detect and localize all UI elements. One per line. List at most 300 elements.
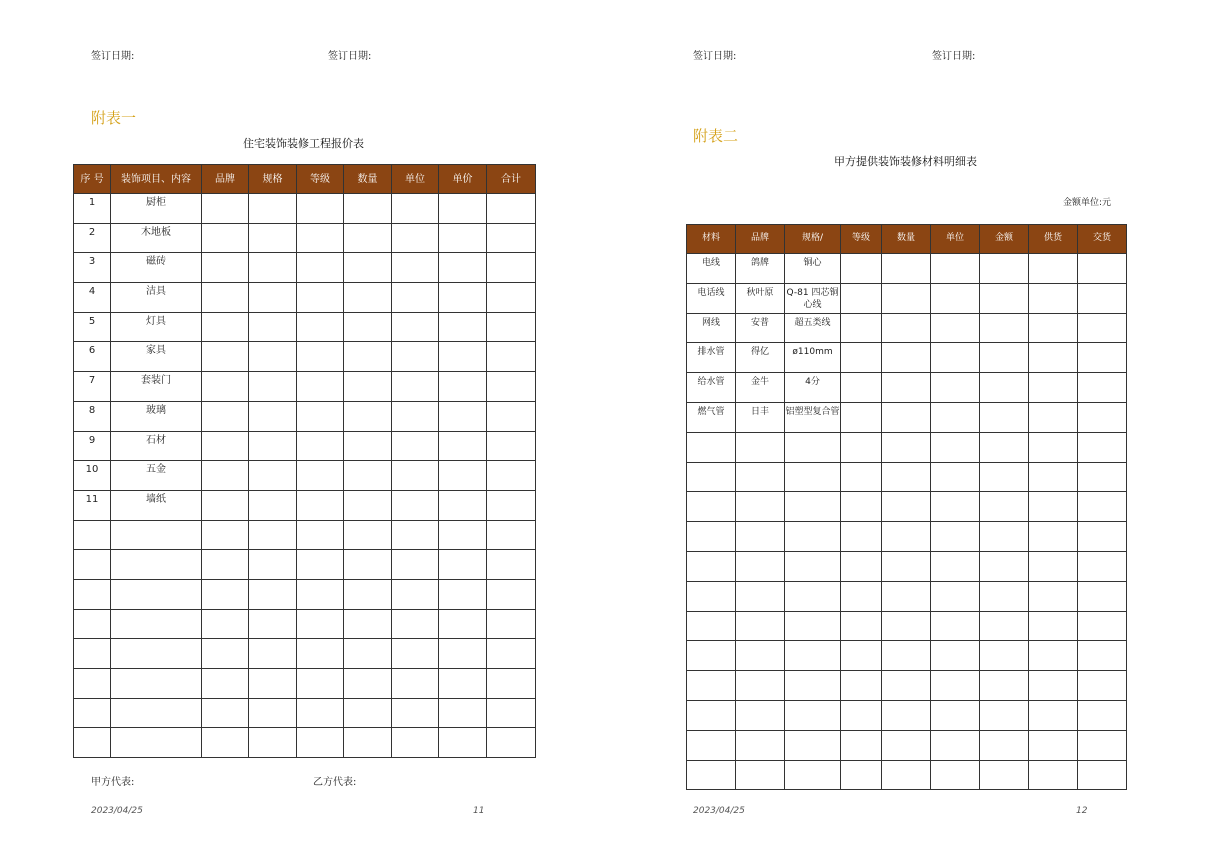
table-row — [687, 700, 1127, 730]
table-cell — [297, 194, 344, 224]
table-cell — [392, 461, 439, 491]
table-cell — [1029, 373, 1078, 403]
party-a-representative-label: 甲方代表: — [91, 777, 135, 788]
table-cell — [841, 760, 882, 790]
table-cell — [841, 671, 882, 701]
table-cell: 灯具 — [111, 312, 202, 342]
table-cell — [202, 550, 249, 580]
table-cell — [344, 698, 392, 728]
table-cell — [202, 728, 249, 758]
table-cell: 4分 — [785, 373, 841, 403]
table-cell — [249, 194, 297, 224]
table-cell — [980, 611, 1029, 641]
table-cell — [1078, 671, 1127, 701]
table-cell — [392, 342, 439, 372]
table-cell — [202, 431, 249, 461]
table-cell — [344, 728, 392, 758]
table-cell — [1029, 462, 1078, 492]
table-cell — [882, 492, 931, 522]
table-cell: Q-81 四芯铜心线 — [785, 283, 841, 313]
table-cell: 安普 — [736, 313, 785, 343]
table-cell — [841, 700, 882, 730]
table-cell — [736, 700, 785, 730]
table-cell — [249, 312, 297, 342]
table-cell — [487, 490, 536, 520]
table-cell — [344, 223, 392, 253]
table-cell — [202, 520, 249, 550]
table-cell — [249, 223, 297, 253]
table-cell — [392, 550, 439, 580]
table-title: 甲方提供装饰装修材料明细表 — [834, 155, 977, 168]
table-cell — [736, 462, 785, 492]
table-row — [687, 283, 1127, 313]
table-cell — [439, 639, 487, 669]
table-row — [74, 253, 536, 283]
table-cell — [439, 579, 487, 609]
table-cell: 9 — [74, 431, 111, 461]
table-cell — [439, 431, 487, 461]
table-cell — [249, 520, 297, 550]
table-cell: 金牛 — [736, 373, 785, 403]
table-cell — [785, 730, 841, 760]
table-cell — [439, 609, 487, 639]
table-cell — [249, 698, 297, 728]
table-cell — [487, 223, 536, 253]
table-cell — [785, 432, 841, 462]
table-cell — [392, 283, 439, 313]
table-cell — [297, 490, 344, 520]
table-cell — [980, 730, 1029, 760]
table-cell — [882, 641, 931, 671]
table-cell — [392, 372, 439, 402]
table-cell — [249, 669, 297, 699]
table-cell — [249, 372, 297, 402]
table-cell: 2 — [74, 223, 111, 253]
table-cell — [74, 669, 111, 699]
table-cell — [249, 283, 297, 313]
table-cell — [980, 462, 1029, 492]
table-cell — [980, 700, 1029, 730]
table-cell — [392, 490, 439, 520]
table-cell — [736, 432, 785, 462]
table-cell — [687, 522, 736, 552]
table-cell — [392, 253, 439, 283]
table-cell: 10 — [74, 461, 111, 491]
table-cell — [841, 343, 882, 373]
table-row — [74, 698, 536, 728]
table-cell — [980, 581, 1029, 611]
table-cell — [249, 401, 297, 431]
table-cell — [1029, 581, 1078, 611]
table-cell — [111, 639, 202, 669]
table-cell — [785, 700, 841, 730]
table-cell — [74, 698, 111, 728]
table-cell — [439, 223, 487, 253]
table-row — [687, 551, 1127, 581]
table-cell — [297, 728, 344, 758]
table-cell: 五金 — [111, 461, 202, 491]
column-header: 规格 — [249, 165, 297, 194]
table-cell — [1078, 373, 1127, 403]
page-number: 12 — [1076, 806, 1088, 816]
table-cell — [392, 639, 439, 669]
column-header: 等级 — [841, 225, 882, 254]
table-cell — [931, 254, 980, 284]
table-cell — [1029, 641, 1078, 671]
table-cell — [297, 283, 344, 313]
table-row — [687, 313, 1127, 343]
table-cell — [785, 492, 841, 522]
table-cell — [297, 609, 344, 639]
table-cell — [202, 669, 249, 699]
table-row — [74, 223, 536, 253]
table-row — [687, 343, 1127, 373]
table-cell — [392, 431, 439, 461]
table-cell — [439, 520, 487, 550]
table-cell: 厨柜 — [111, 194, 202, 224]
table-cell — [487, 520, 536, 550]
table-cell — [1078, 581, 1127, 611]
table-cell — [392, 223, 439, 253]
sign-date-label: 签订日期: — [328, 51, 372, 62]
table-cell — [344, 490, 392, 520]
table-cell — [344, 550, 392, 580]
table-cell — [785, 760, 841, 790]
page-number: 11 — [473, 806, 485, 816]
table-cell — [980, 492, 1029, 522]
table-cell: 玻璃 — [111, 401, 202, 431]
table-cell — [487, 609, 536, 639]
table-cell — [736, 581, 785, 611]
table-cell — [297, 342, 344, 372]
table-cell — [882, 760, 931, 790]
table-cell — [931, 432, 980, 462]
table-cell — [487, 639, 536, 669]
page-12 — [603, 0, 1205, 852]
table-cell: 5 — [74, 312, 111, 342]
table-cell: 日丰 — [736, 402, 785, 432]
table-cell — [249, 490, 297, 520]
table-cell — [1078, 313, 1127, 343]
table-cell — [931, 522, 980, 552]
table-cell — [202, 639, 249, 669]
column-header: 单位 — [392, 165, 439, 194]
table-cell — [297, 550, 344, 580]
table-cell — [344, 461, 392, 491]
table-header-row — [687, 225, 1127, 254]
table-cell — [841, 641, 882, 671]
table-cell — [297, 253, 344, 283]
table-cell — [1029, 611, 1078, 641]
table-cell — [439, 461, 487, 491]
table-cell — [931, 343, 980, 373]
table-cell — [487, 550, 536, 580]
table-cell — [439, 698, 487, 728]
table-cell: 网线 — [687, 313, 736, 343]
table-cell: 燃气管 — [687, 402, 736, 432]
column-header: 规格/ — [785, 225, 841, 254]
table-cell — [1029, 522, 1078, 552]
table-cell — [297, 372, 344, 402]
table-cell — [487, 372, 536, 402]
sign-date-label: 签订日期: — [91, 51, 135, 62]
table-cell — [687, 671, 736, 701]
table-cell — [882, 551, 931, 581]
table-cell — [344, 312, 392, 342]
appendix-title: 附表一 — [91, 109, 137, 127]
table-cell — [487, 728, 536, 758]
table-cell — [439, 401, 487, 431]
table-cell — [980, 551, 1029, 581]
table-cell — [841, 730, 882, 760]
table-cell — [439, 283, 487, 313]
table-cell: 电话线 — [687, 283, 736, 313]
table-cell: 铜心 — [785, 254, 841, 284]
table-cell — [439, 372, 487, 402]
table-cell — [687, 611, 736, 641]
table-cell: 3 — [74, 253, 111, 283]
column-header: 金额 — [980, 225, 1029, 254]
table-cell — [344, 401, 392, 431]
table-cell: 4 — [74, 283, 111, 313]
table-cell — [1078, 432, 1127, 462]
table-row — [74, 401, 536, 431]
table-cell — [1078, 700, 1127, 730]
table-cell: 电线 — [687, 254, 736, 284]
table-row — [74, 431, 536, 461]
table-cell — [841, 432, 882, 462]
column-header: 材料 — [687, 225, 736, 254]
table-cell — [1029, 700, 1078, 730]
table-cell — [1078, 760, 1127, 790]
table-cell: 墙纸 — [111, 490, 202, 520]
table-cell — [841, 492, 882, 522]
table-header-row — [74, 165, 536, 194]
table-cell — [1029, 730, 1078, 760]
table-cell — [980, 313, 1029, 343]
table-cell — [1029, 254, 1078, 284]
table-cell — [980, 343, 1029, 373]
table-cell — [297, 431, 344, 461]
table-cell — [1078, 402, 1127, 432]
table-cell: 鸽牌 — [736, 254, 785, 284]
table-cell — [785, 462, 841, 492]
column-header: 供货 — [1029, 225, 1078, 254]
table-cell: 家具 — [111, 342, 202, 372]
amount-unit-note: 金额单位:元 — [1063, 198, 1112, 208]
table-cell — [931, 551, 980, 581]
table-cell: 给水管 — [687, 373, 736, 403]
table-cell: 6 — [74, 342, 111, 372]
table-cell — [487, 579, 536, 609]
table-row — [74, 579, 536, 609]
table-cell — [297, 312, 344, 342]
table-cell — [344, 669, 392, 699]
table-cell — [931, 462, 980, 492]
table-cell — [980, 254, 1029, 284]
table-cell — [74, 639, 111, 669]
table-cell — [487, 342, 536, 372]
table-cell — [931, 730, 980, 760]
table-cell — [931, 700, 980, 730]
table-cell — [1029, 760, 1078, 790]
table-cell — [344, 609, 392, 639]
table-cell — [736, 641, 785, 671]
table-cell — [439, 312, 487, 342]
column-header: 品牌 — [736, 225, 785, 254]
table-row — [687, 522, 1127, 552]
table-cell — [980, 671, 1029, 701]
table-cell — [1029, 551, 1078, 581]
table-cell — [736, 551, 785, 581]
table-cell — [882, 373, 931, 403]
table-row — [687, 611, 1127, 641]
table-cell — [785, 522, 841, 552]
table-cell — [1029, 313, 1078, 343]
table-cell — [392, 609, 439, 639]
column-header: 单位 — [931, 225, 980, 254]
table-cell: 石材 — [111, 431, 202, 461]
table-cell: 11 — [74, 490, 111, 520]
table-cell — [1078, 551, 1127, 581]
table-cell — [841, 373, 882, 403]
table-cell — [1078, 462, 1127, 492]
table-cell — [392, 579, 439, 609]
table-cell — [297, 669, 344, 699]
table-cell — [202, 372, 249, 402]
table-cell — [439, 550, 487, 580]
table-cell — [687, 730, 736, 760]
table-row — [74, 194, 536, 224]
table-cell: 排水管 — [687, 343, 736, 373]
table-cell — [487, 312, 536, 342]
table-row — [74, 520, 536, 550]
table-cell — [980, 373, 1029, 403]
table-cell — [687, 641, 736, 671]
table-cell — [1078, 492, 1127, 522]
table-cell — [297, 579, 344, 609]
table-cell: 超五类线 — [785, 313, 841, 343]
table-cell — [249, 639, 297, 669]
table-cell — [841, 462, 882, 492]
table-cell — [297, 520, 344, 550]
table-cell — [980, 432, 1029, 462]
table-cell: 得亿 — [736, 343, 785, 373]
table-cell — [980, 402, 1029, 432]
table-cell — [882, 581, 931, 611]
table-cell — [841, 254, 882, 284]
table-cell — [249, 253, 297, 283]
table-cell: 铝塑型复合管 — [785, 402, 841, 432]
table-row — [687, 432, 1127, 462]
table-cell — [687, 700, 736, 730]
table-cell — [202, 461, 249, 491]
table-cell — [1029, 492, 1078, 522]
table-cell — [344, 431, 392, 461]
table-row — [687, 641, 1127, 671]
table-cell — [736, 522, 785, 552]
table-cell — [249, 431, 297, 461]
table-cell — [392, 194, 439, 224]
table-cell — [1078, 522, 1127, 552]
table-cell — [841, 551, 882, 581]
table-row — [74, 283, 536, 313]
table-cell — [202, 698, 249, 728]
table-cell — [344, 372, 392, 402]
table-cell — [1029, 283, 1078, 313]
table-cell — [392, 401, 439, 431]
column-header: 等级 — [297, 165, 344, 194]
table-row — [74, 461, 536, 491]
table-row — [74, 490, 536, 520]
table-cell — [111, 669, 202, 699]
table-cell — [111, 609, 202, 639]
table-cell — [882, 283, 931, 313]
table-row — [687, 730, 1127, 760]
table-cell — [202, 579, 249, 609]
table-cell — [931, 641, 980, 671]
table-cell: 秋叶原 — [736, 283, 785, 313]
table-cell: 1 — [74, 194, 111, 224]
table-cell — [931, 492, 980, 522]
table-cell — [439, 194, 487, 224]
table-cell — [980, 283, 1029, 313]
table-cell: 套装门 — [111, 372, 202, 402]
table-cell — [392, 312, 439, 342]
table-cell — [841, 283, 882, 313]
table-cell — [344, 579, 392, 609]
table-row — [687, 254, 1127, 284]
material-table — [686, 224, 1127, 790]
table-cell — [249, 550, 297, 580]
table-cell — [202, 342, 249, 372]
table-cell — [687, 551, 736, 581]
table-cell — [392, 669, 439, 699]
table-cell — [297, 639, 344, 669]
table-cell — [882, 730, 931, 760]
table-cell — [111, 728, 202, 758]
sign-date-label: 签订日期: — [693, 51, 737, 62]
table-cell — [841, 611, 882, 641]
table-cell — [297, 698, 344, 728]
table-cell — [687, 432, 736, 462]
table-cell — [980, 522, 1029, 552]
table-cell — [931, 313, 980, 343]
table-row — [687, 373, 1127, 403]
table-cell — [249, 609, 297, 639]
table-row — [687, 462, 1127, 492]
table-cell — [1029, 343, 1078, 373]
table-row — [74, 728, 536, 758]
table-cell — [74, 520, 111, 550]
table-cell — [202, 194, 249, 224]
column-header: 序 号 — [74, 165, 111, 194]
table-cell — [931, 402, 980, 432]
table-cell — [882, 671, 931, 701]
table-cell — [785, 611, 841, 641]
table-cell — [785, 641, 841, 671]
table-row — [74, 639, 536, 669]
table-cell — [249, 461, 297, 491]
table-cell — [882, 402, 931, 432]
table-row — [687, 402, 1127, 432]
table-cell — [1078, 254, 1127, 284]
table-cell — [111, 550, 202, 580]
table-cell — [439, 728, 487, 758]
table-cell — [297, 223, 344, 253]
table-cell — [687, 462, 736, 492]
table-cell — [344, 283, 392, 313]
